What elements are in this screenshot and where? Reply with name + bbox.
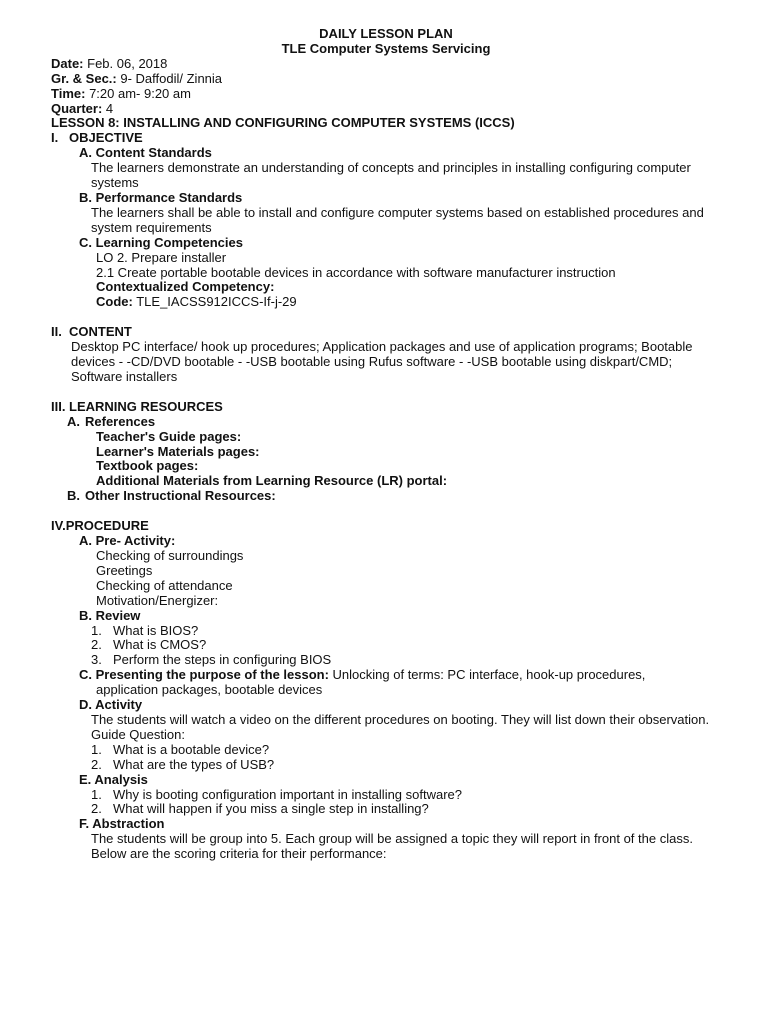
- lesson-plan-page: [51, 27, 721, 862]
- lesson-title: LESSON 8: INSTALLING AND CONFIGURING COMPUTER SYSTEMS (ICCS): [51, 115, 515, 131]
- contextualized-competency-label: Contextualized Competency:: [96, 279, 275, 295]
- content-heading: [51, 325, 721, 340]
- performance-standards-label: B. Performance Standards: [79, 189, 243, 205]
- learning-objective-lo: LO 2. Prepare installer: [96, 249, 227, 265]
- teachers-guide-label: Teacher's Guide pages:: [96, 428, 242, 444]
- pre-activity-label: A. Pre- Activity:: [79, 533, 176, 549]
- review-label: B. Review: [79, 607, 141, 623]
- list-item: 2. What are the types of USB?: [91, 756, 275, 772]
- objective-heading: [51, 131, 721, 146]
- content-standards-text: The learners demonstrate an understanding of concepts and principles in installing configuring computer systems: [91, 160, 691, 191]
- presenting-purpose-label: C. Presenting the purpose of the lesson:: [79, 667, 329, 683]
- other-resources-letter: B.: [67, 488, 80, 504]
- competency-code-line: [51, 295, 721, 310]
- abstraction-label: F. Abstraction: [79, 816, 165, 832]
- presenting-purpose-continued: application packages, bootable devices: [96, 682, 323, 698]
- abstraction-text: The students will be group into 5. Each group will be assigned a topic they will report in front of the class. Below are the scoring criteria for their performance:: [91, 831, 693, 862]
- list-item: 3. Perform the steps in configuring BIOS: [91, 652, 332, 668]
- procedure-roman: IV.: [51, 518, 66, 534]
- time-value: 7:20 am- 9:20 am: [89, 85, 191, 101]
- date-label: Date:: [51, 55, 84, 71]
- quarter-value: 4: [105, 100, 114, 116]
- additional-materials-label: Additional Materials from Learning Resource (LR) portal:: [96, 473, 448, 489]
- objective-roman: I.: [51, 130, 59, 146]
- analysis-label: E. Analysis: [79, 771, 148, 787]
- guide-question-label: Guide Question:: [91, 726, 185, 742]
- list-item: 2. What will happen if you miss a single step in installing?: [91, 801, 429, 817]
- performance-standards-text: The learners shall be able to install and configure computer systems based on established procedures and system requirements: [91, 204, 704, 235]
- presenting-purpose-line: [51, 668, 721, 683]
- resources-heading-text: LEARNING RESOURCES: [69, 398, 223, 414]
- quarter-label: Quarter:: [51, 100, 103, 116]
- list-item: 1. Why is booting configuration important in installing software?: [91, 786, 463, 802]
- content-text: Desktop PC interface/ hook up procedures; Application packages and use of application programs; Bootable devices - -CD/DVD bootable - -USB bootable using Rufus software - -USB bootable using diskpart/CMD; Software installers: [71, 339, 693, 384]
- time-line: [51, 87, 721, 102]
- learning-competencies-label: C. Learning Competencies: [79, 234, 243, 250]
- list-item: Checking of attendance: [96, 577, 233, 593]
- other-resources-label: [51, 489, 721, 504]
- code-value: TLE_IACSS912ICCS-If-j-29: [136, 294, 297, 310]
- resources-roman: III.: [51, 398, 66, 414]
- content-heading-text: CONTENT: [69, 324, 132, 340]
- presenting-purpose-text: Unlocking of terms: PC interface, hook-up procedures,: [332, 667, 646, 683]
- time-label: Time:: [51, 85, 86, 101]
- date-line: [51, 57, 721, 72]
- references-text: References: [85, 413, 156, 429]
- content-standards-label: A. Content Standards: [79, 145, 212, 161]
- date-value: Feb. 06, 2018: [87, 55, 168, 71]
- quarter-line: [51, 102, 721, 117]
- activity-text: The students will watch a video on the different procedures on booting. They will list down their observation.: [91, 711, 710, 727]
- references-letter: A.: [67, 413, 80, 429]
- document-title: DAILY LESSON PLAN: [319, 26, 453, 41]
- list-item: Motivation/Energizer:: [96, 592, 219, 608]
- learning-competency-item: 2.1 Create portable bootable devices in accordance with software manufacturer instruction: [96, 264, 616, 280]
- textbook-label: Textbook pages:: [96, 458, 199, 474]
- document-subtitle: TLE Computer Systems Servicing: [281, 40, 491, 56]
- procedure-heading: [51, 519, 721, 534]
- list-item: 1. What is a bootable device?: [91, 741, 270, 757]
- other-resources-text: Other Instructional Resources:: [85, 488, 276, 504]
- list-item: 2. What is CMOS?: [91, 637, 207, 653]
- grade-label: Gr. & Sec.:: [51, 70, 117, 86]
- list-item: Checking of surroundings: [96, 548, 244, 563]
- content-roman: II.: [51, 324, 62, 340]
- learners-materials-label: Learner's Materials pages:: [96, 443, 260, 459]
- grade-value: 9- Daffodil/ Zinnia: [120, 70, 223, 86]
- objective-heading-text: OBJECTIVE: [69, 130, 143, 146]
- procedure-heading-text: PROCEDURE: [65, 518, 149, 534]
- grade-line: [51, 72, 721, 87]
- list-item: Greetings: [96, 562, 153, 578]
- resources-heading: [51, 400, 721, 415]
- references-label: [51, 415, 721, 430]
- activity-label: D. Activity: [79, 697, 143, 713]
- list-item: 1. What is BIOS?: [91, 622, 199, 638]
- code-label: Code:: [96, 294, 133, 310]
